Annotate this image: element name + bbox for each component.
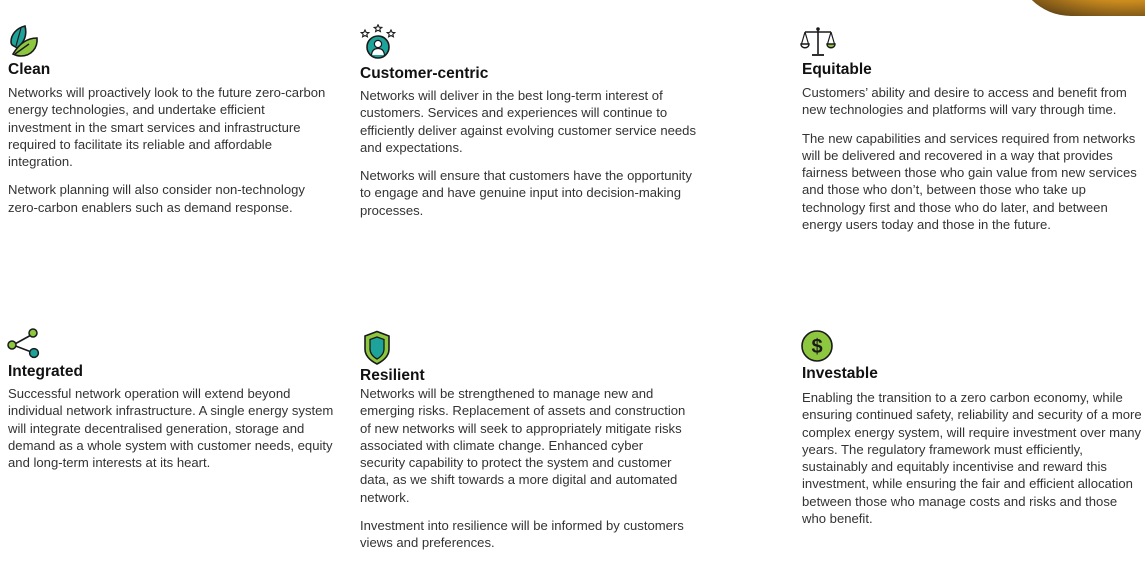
section-title: Equitable [802,61,872,78]
shield-icon [359,330,395,366]
corner-photo-fragment [1015,0,1145,22]
section-paragraph: Networks will ensure that customers have the opportunity to engage and have genuine input into decision-making processes. [360,168,692,218]
section-paragraph: Networks will be strengthened to manage new and emerging risks. Replacement of assets and construction of new networks will seek to appropriately mitigate risks associated with climate change. Enhanced cyber security capability to protect the system and customer data, as we shift towards a more digital and automated network. [360,386,686,505]
section-clean [8,24,328,216]
section-title: Clean [8,61,51,78]
section-resilient [360,330,690,552]
section-customer-centric [360,24,700,219]
section-paragraph: Network planning will also consider non-technology zero-carbon enablers such as demand response. [8,182,305,215]
section-paragraph: Successful network operation will extend beyond individual network infrastructure. A single energy system will integrate decentralised generation, storage and demand as a whole system with customer needs, equity and long-term interests at its heart. [8,386,334,471]
section-paragraph: Networks will deliver in the best long-term interest of customers. Services and experiences will continue to efficiently deliver against evolving customer service needs and expectations. [360,88,697,155]
share-nodes-icon [6,326,42,362]
section-paragraph: Networks will proactively look to the future zero-carbon energy technologies, and undertake efficient investment in the smart services and infrastructure required to facilitate its reliable and affordable integration. [8,85,326,170]
customer-stars-icon [360,24,396,60]
section-paragraph: Customers’ ability and desire to access and benefit from new technologies and platforms will vary through time. [802,85,1127,118]
section-paragraph: Investment into resilience will be informed by customers views and preferences. [360,518,684,551]
section-title: Investable [802,365,878,382]
section-title: Resilient [360,367,425,384]
section-title: Integrated [8,363,83,380]
leaves-icon [7,24,43,60]
section-paragraph: The new capabilities and services required from networks will be delivered and recovered in a way that provides fairness between those who gain value from new services and those who don’t, between those who take up technology first and those who do later, and between energy users today and those in the future. [802,130,1137,233]
section-equitable [802,24,1142,233]
section-integrated [8,326,338,471]
svg-text:$: $ [811,336,823,358]
scales-icon [800,24,836,60]
section-title: Customer-centric [360,65,489,82]
dollar-coin-icon [800,328,836,364]
section-paragraph: Enabling the transition to a zero carbon economy, while ensuring continued safety, reliability and security of a more complex energy system, will require investment over many years. The regulatory framework must efficiently, sustainably and equitably incentivise and reward this investment, while ensuring the fair and efficient allocation between those who manage costs and risks and those who benefit. [802,390,1142,527]
section-investable [802,328,1142,527]
